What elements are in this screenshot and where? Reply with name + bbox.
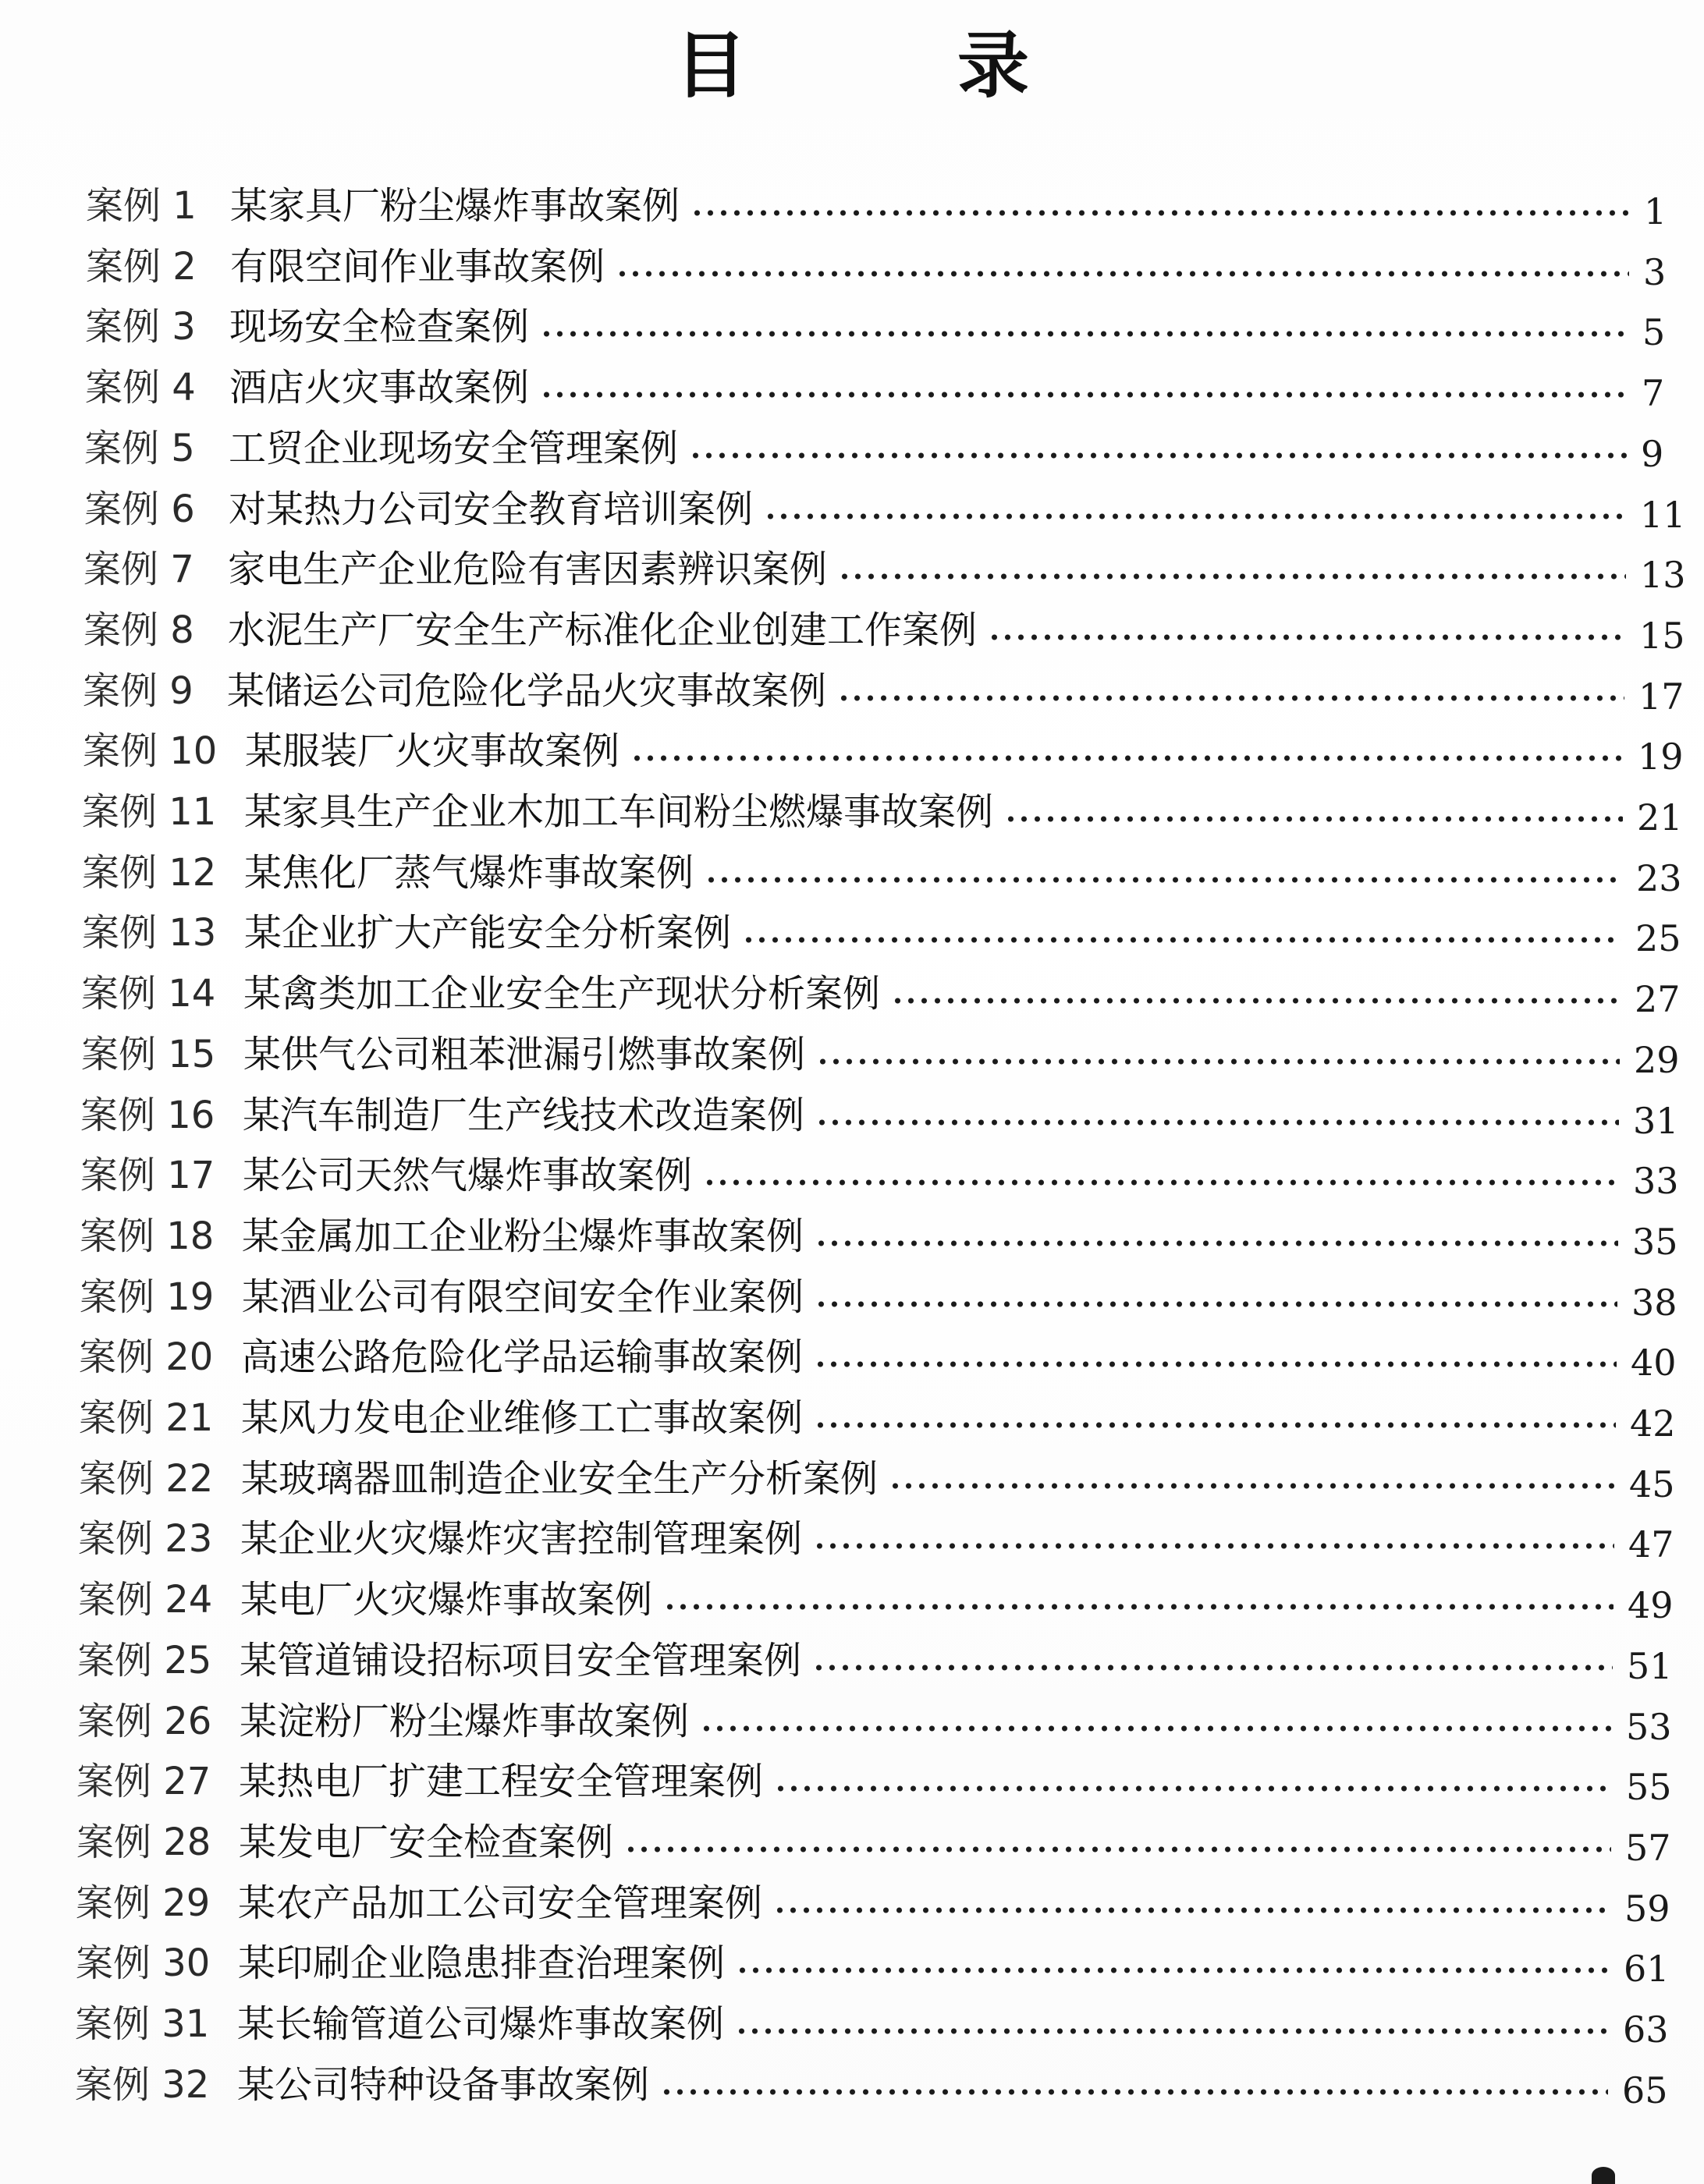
page-number: 15 <box>1639 614 1685 657</box>
case-number: 案例 5 <box>84 426 195 470</box>
cropped-page-number <box>1592 2167 1615 2184</box>
dot-leader <box>764 512 1626 520</box>
toc-entry[interactable] <box>0 1693 1671 1750</box>
toc-entry[interactable] <box>0 1390 1675 1446</box>
page-number: 11 <box>1640 493 1686 536</box>
case-number: 案例 29 <box>76 1881 211 1925</box>
case-title: 某禽类加工企业安全生产现状分析案例 <box>243 972 881 1016</box>
toc-entry[interactable] <box>0 663 1684 719</box>
case-title: 某公司天然气爆炸事故案例 <box>243 1154 693 1198</box>
page-number: 45 <box>1629 1462 1675 1505</box>
case-number: 案例 4 <box>85 366 196 410</box>
page-number: 33 <box>1633 1160 1679 1203</box>
toc-entry[interactable] <box>0 1329 1676 1385</box>
toc-entry[interactable] <box>0 541 1685 597</box>
case-title: 某农产品加工公司安全管理案例 <box>238 1881 763 1925</box>
case-title: 某电厂火灾爆炸事故案例 <box>240 1578 653 1622</box>
toc-entry[interactable] <box>0 1451 1674 1507</box>
case-number: 案例 18 <box>80 1214 215 1258</box>
page-number: 7 <box>1642 372 1665 415</box>
dot-leader <box>540 391 1628 399</box>
dot-leader <box>837 694 1624 702</box>
toc-entry[interactable] <box>0 299 1688 355</box>
toc-entry[interactable] <box>0 1269 1677 1325</box>
title-char-1: 目 <box>674 23 747 108</box>
toc-entry[interactable] <box>0 966 1680 1022</box>
dot-leader <box>816 1058 1620 1065</box>
case-number: 案例 15 <box>81 1032 216 1076</box>
page-number: 31 <box>1633 1099 1679 1142</box>
case-number: 案例 24 <box>78 1578 213 1622</box>
dot-leader <box>660 2088 1608 2096</box>
case-number: 案例 28 <box>76 1820 211 1864</box>
case-number: 案例 12 <box>82 850 217 895</box>
dot-leader <box>891 997 1621 1005</box>
toc-entry[interactable] <box>0 1996 1668 2052</box>
case-number: 案例 14 <box>81 972 216 1016</box>
page-number: 5 <box>1642 311 1666 354</box>
dot-leader <box>774 1785 1612 1792</box>
case-number: 案例 1 <box>86 184 197 228</box>
case-title: 酒店火灾事故案例 <box>229 366 530 410</box>
case-title: 工贸企业现场安全管理案例 <box>229 426 679 470</box>
page-number: 1 <box>1644 190 1667 232</box>
case-number: 案例 30 <box>76 1941 211 1986</box>
page-number: 19 <box>1638 736 1684 778</box>
dot-leader <box>540 330 1628 338</box>
toc-entry[interactable] <box>0 178 1689 234</box>
dot-leader <box>703 1179 1619 1186</box>
case-title: 某发电厂安全检查案例 <box>239 1820 614 1864</box>
dot-leader <box>815 1239 1618 1247</box>
dot-leader <box>1004 815 1623 823</box>
case-title: 某焦化厂蒸气爆炸事故案例 <box>244 850 694 895</box>
page-title <box>0 17 1704 108</box>
page-number: 63 <box>1623 2008 1669 2051</box>
toc-entry[interactable] <box>0 1208 1677 1264</box>
page-number: 59 <box>1624 1887 1670 1930</box>
toc-entry[interactable] <box>0 1511 1674 1567</box>
case-number: 案例 3 <box>85 305 196 349</box>
toc-entry[interactable] <box>0 602 1684 658</box>
page-number: 38 <box>1631 1281 1677 1324</box>
toc-entry[interactable] <box>0 1633 1672 1689</box>
case-title: 某供气公司粗苯泄漏引燃事故案例 <box>243 1032 806 1076</box>
case-number: 案例 20 <box>79 1335 214 1380</box>
dot-leader <box>988 633 1625 641</box>
page-number: 53 <box>1626 1705 1672 1748</box>
toc-entry[interactable] <box>0 1875 1670 1931</box>
toc-entry[interactable] <box>0 1935 1669 1991</box>
page-number: 13 <box>1640 554 1686 597</box>
case-title: 某服装厂火灾事故案例 <box>245 729 620 774</box>
title-char-2: 录 <box>957 23 1030 108</box>
case-title: 某企业火灾爆炸灾害控制管理案例 <box>240 1517 803 1562</box>
page-number: 29 <box>1634 1038 1680 1081</box>
page-number: 61 <box>1624 1948 1670 1991</box>
dot-leader <box>812 1664 1613 1672</box>
toc-entry[interactable] <box>0 723 1683 779</box>
page-number: 57 <box>1625 1826 1671 1869</box>
case-title: 某企业扩大产能安全分析案例 <box>244 911 732 956</box>
case-title: 某公司特种设备事故案例 <box>237 2062 650 2107</box>
case-number: 案例 22 <box>79 1456 214 1501</box>
case-title: 某管道铺设招标项目安全管理案例 <box>240 1638 802 1682</box>
page-number: 49 <box>1628 1584 1674 1627</box>
case-number: 案例 7 <box>83 548 194 592</box>
case-title: 对某热力公司安全教育培训案例 <box>229 487 754 531</box>
page-number: 51 <box>1627 1644 1673 1687</box>
case-number: 案例 11 <box>82 790 217 834</box>
case-number: 案例 10 <box>83 729 218 774</box>
case-number: 案例 31 <box>75 2002 210 2046</box>
case-title: 某金属加工企业粉尘爆炸事故案例 <box>242 1214 804 1258</box>
case-number: 案例 6 <box>84 487 195 531</box>
dot-leader <box>689 452 1627 459</box>
case-number: 案例 16 <box>80 1093 215 1137</box>
toc-entry[interactable] <box>0 360 1687 416</box>
dot-leader <box>690 209 1630 217</box>
toc-entry[interactable] <box>0 239 1688 295</box>
case-number: 案例 13 <box>82 911 217 956</box>
toc-entry[interactable] <box>0 481 1685 537</box>
toc-entry[interactable] <box>0 784 1682 840</box>
dot-leader <box>814 1421 1616 1429</box>
case-title: 某热电厂扩建工程安全管理案例 <box>239 1760 764 1804</box>
page-number: 17 <box>1638 675 1684 718</box>
case-number: 案例 2 <box>86 244 197 289</box>
case-title: 某汽车制造厂生产线技术改造案例 <box>243 1093 805 1137</box>
page-number: 23 <box>1636 856 1682 899</box>
case-title: 有限空间作业事故案例 <box>230 244 605 289</box>
dot-leader <box>705 876 1622 884</box>
case-title: 某玻璃器皿制造企业安全生产分析案例 <box>241 1456 879 1501</box>
case-title: 某酒业公司有限空间安全作业案例 <box>242 1275 804 1319</box>
dot-leader <box>616 270 1629 278</box>
dot-leader <box>742 936 1621 944</box>
toc-entry[interactable] <box>0 845 1681 901</box>
page-number: 55 <box>1626 1766 1672 1809</box>
case-title: 现场安全检查案例 <box>229 305 530 349</box>
page-number: 40 <box>1631 1342 1677 1384</box>
case-title: 某风力发电企业维修工亡事故案例 <box>241 1396 804 1440</box>
toc-entry[interactable] <box>0 420 1686 477</box>
toc-entry[interactable] <box>0 905 1681 961</box>
dot-leader <box>814 1360 1617 1368</box>
toc-entry[interactable] <box>0 1087 1678 1143</box>
case-number: 案例 26 <box>77 1699 212 1743</box>
case-title: 水泥生产厂安全生产标准化企业创建工作案例 <box>228 608 978 652</box>
page-number: 25 <box>1635 917 1681 960</box>
dot-leader <box>815 1119 1619 1126</box>
case-number: 案例 32 <box>75 2062 210 2107</box>
dot-leader <box>736 1966 1610 1974</box>
toc-entry[interactable] <box>0 1147 1678 1204</box>
toc-entry[interactable] <box>0 2057 1667 2113</box>
toc-entry[interactable] <box>0 1753 1671 1810</box>
page-number: 21 <box>1637 796 1683 838</box>
dot-leader <box>630 754 1624 762</box>
toc-entry[interactable] <box>0 1814 1670 1870</box>
dot-leader <box>815 1300 1617 1308</box>
page-number: 9 <box>1641 432 1664 475</box>
page-number: 47 <box>1628 1523 1674 1566</box>
case-title: 某家具厂粉尘爆炸事故案例 <box>230 184 680 228</box>
dot-leader <box>773 1906 1610 1914</box>
page-number: 3 <box>1643 250 1667 293</box>
case-title: 某印刷企业隐患排查治理案例 <box>238 1941 726 1986</box>
case-title: 某家具生产企业木加工车间粉尘燃爆事故案例 <box>244 790 994 834</box>
dot-leader <box>889 1482 1615 1490</box>
page-number: 65 <box>1622 2069 1668 2111</box>
page-number: 42 <box>1630 1402 1676 1445</box>
dot-leader <box>838 573 1626 580</box>
case-number: 案例 19 <box>80 1275 215 1319</box>
toc-entry[interactable] <box>0 1572 1673 1628</box>
dot-leader <box>735 2027 1609 2035</box>
case-number: 案例 25 <box>77 1638 212 1682</box>
dot-leader <box>813 1542 1614 1550</box>
case-number: 案例 9 <box>83 668 193 713</box>
case-title: 某长输管道公司爆炸事故案例 <box>237 2002 725 2046</box>
dot-leader <box>663 1603 1613 1611</box>
page-number: 27 <box>1635 978 1681 1021</box>
case-number: 案例 8 <box>83 608 194 652</box>
case-number: 案例 23 <box>78 1517 213 1562</box>
case-number: 案例 17 <box>80 1154 215 1198</box>
case-number: 案例 27 <box>76 1760 211 1804</box>
case-title: 高速公路危险化学品运输事故案例 <box>241 1335 804 1380</box>
toc-entry[interactable] <box>0 1026 1679 1083</box>
case-title: 某储运公司危险化学品火灾事故案例 <box>227 668 827 713</box>
case-title: 家电生产企业危险有害因素辨识案例 <box>228 548 828 592</box>
case-title: 某淀粉厂粉尘爆炸事故案例 <box>240 1699 690 1743</box>
dot-leader <box>700 1725 1612 1732</box>
dot-leader <box>624 1845 1611 1853</box>
page-number: 35 <box>1632 1220 1678 1263</box>
case-number: 案例 21 <box>79 1396 214 1440</box>
